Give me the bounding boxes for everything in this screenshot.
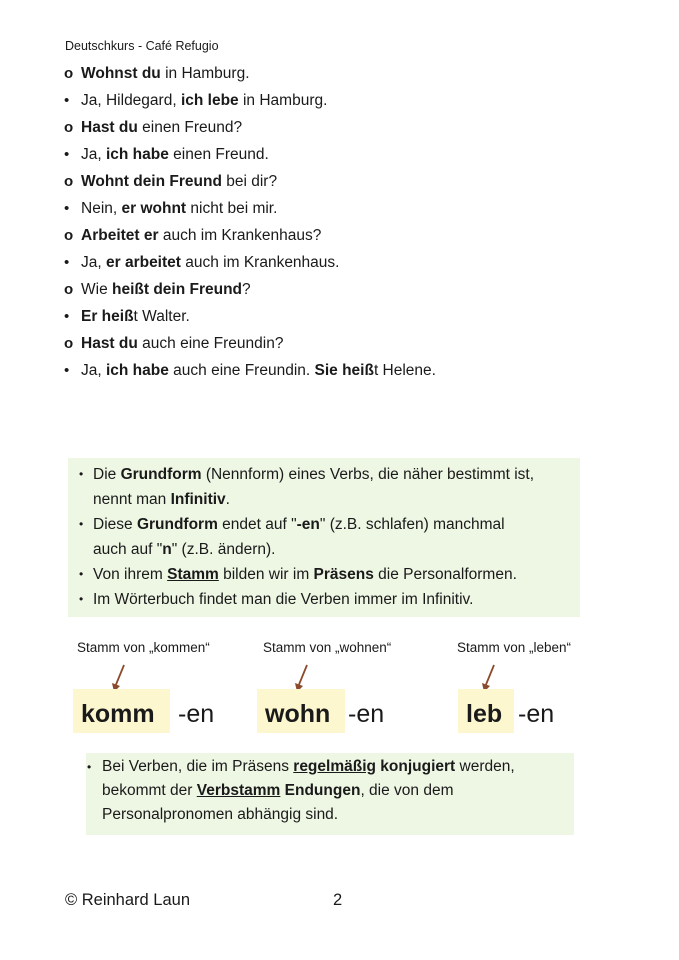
bullet-item [68, 462, 580, 512]
question-line [64, 279, 436, 306]
bold-text: Sie heiß [314, 362, 374, 379]
text-segment: nennt man [93, 491, 171, 508]
bold-text: -en [296, 516, 320, 533]
bold-text: ich lebe [180, 92, 239, 109]
text-segment: . [225, 491, 230, 508]
text-segment: Diese [93, 516, 137, 533]
bold-text: Endungen [284, 782, 361, 799]
bullet-item [86, 755, 574, 827]
text-segment: Wie [81, 281, 112, 298]
question-line [64, 63, 436, 90]
text-segment: auch auf " [93, 541, 163, 558]
question-line [64, 225, 436, 252]
stem-label: Stamm von „leben“ [457, 640, 572, 655]
document-header: Deutschkurs - Café Refugio [65, 39, 219, 53]
text-segment: t Walter. [133, 308, 190, 325]
text-segment: in Hamburg. [238, 92, 328, 109]
bold-text: n [162, 541, 172, 558]
text-segment: endet auf " [217, 516, 297, 533]
bullet-item [68, 562, 580, 587]
answer-line [64, 90, 436, 117]
text-segment: auch eine Freundin? [137, 335, 284, 352]
bold-text: Hast du [81, 335, 138, 352]
text-segment: auch eine Freundin. [168, 362, 315, 379]
bullet-icon: • [64, 308, 70, 325]
text-segment: (Nennform) eines Verbs, die näher bestimmt ist, [201, 466, 535, 483]
answer-line [64, 144, 436, 171]
question-line [64, 333, 436, 360]
bullet-icon: • [64, 200, 70, 217]
line-text [81, 360, 436, 387]
bold-text: er arbeitet [105, 254, 181, 271]
circle-bullet-icon: o [64, 173, 74, 190]
text-segment: Im Wörterbuch findet man die Verben immer im Infinitiv. [93, 591, 474, 608]
bold-text: regelmäßig [293, 758, 376, 775]
text-segment: ? [242, 281, 251, 298]
text-segment: in Hamburg. [160, 65, 250, 82]
text-segment: bekommt der [102, 782, 197, 799]
text-segment: einen Freund? [137, 119, 243, 136]
page-number: 2 [333, 891, 343, 909]
question-line [64, 117, 436, 144]
bold-text: Verbstamm [196, 782, 281, 799]
bold-text: Infinitiv [170, 491, 226, 508]
verb-stem: komm [73, 689, 170, 733]
text-segment: die Personalformen. [373, 566, 517, 583]
text-segment: t Helene. [373, 362, 436, 379]
text-segment: Die [93, 466, 121, 483]
infinitive-info-box [68, 458, 580, 617]
text-segment: Von ihrem [93, 566, 168, 583]
verb-ending: -en [178, 700, 215, 728]
answer-line [64, 360, 436, 387]
underlined-text [293, 758, 376, 775]
underlined-text [197, 782, 281, 799]
verb-stem: leb [458, 689, 514, 733]
verb-stem: wohn [257, 689, 345, 733]
bullet-icon: • [64, 146, 70, 163]
text-segment: Nein, [81, 200, 122, 217]
line-text [81, 144, 269, 171]
bold-text: ich habe [105, 146, 169, 163]
line-text [81, 225, 321, 252]
text-segment: , die von dem [360, 782, 454, 799]
bold-text: Präsens [313, 566, 374, 583]
verb-ending: -en [518, 700, 555, 728]
bullet-item [68, 512, 580, 562]
line-text [81, 63, 250, 90]
line-text [81, 117, 242, 144]
footer-author: © Reinhard Laun [65, 891, 190, 909]
bold-text: ich habe [105, 362, 169, 379]
text-segment: Ja, Hildegard, [81, 92, 181, 109]
stem-label: Stamm von „wohnen“ [263, 640, 392, 655]
verb-ending: -en [348, 700, 385, 728]
text-segment: Ja, [81, 362, 106, 379]
bullet-icon: • [64, 362, 70, 379]
bold-text: Hast du [81, 119, 138, 136]
bold-text: Wohnt dein Freund [81, 173, 222, 190]
line-text [81, 252, 339, 279]
answer-line [64, 198, 436, 225]
circle-bullet-icon: o [64, 65, 74, 82]
text-segment: bei dir? [221, 173, 278, 190]
bold-text: Stamm [167, 566, 219, 583]
text-segment: nicht bei mir. [186, 200, 278, 217]
line-text [81, 279, 251, 306]
text-segment: einen Freund. [168, 146, 269, 163]
circle-bullet-icon: o [64, 281, 74, 298]
bold-text: konjugiert [380, 758, 456, 775]
circle-bullet-icon: o [64, 227, 74, 244]
question-line [64, 171, 436, 198]
answer-line [64, 252, 436, 279]
bold-text: er wohnt [121, 200, 187, 217]
text-segment: Bei Verben, die im Präsens [102, 758, 294, 775]
dialogue [64, 63, 436, 387]
line-text [81, 198, 277, 225]
circle-bullet-icon: o [64, 119, 74, 136]
bold-text: Er heiß [81, 308, 134, 325]
answer-line [64, 306, 436, 333]
bold-text: Grundform [136, 516, 218, 533]
underlined-text [167, 566, 219, 583]
text-segment: auch im Krankenhaus. [180, 254, 340, 271]
text-segment: Personalpronomen abhängig sind. [102, 806, 339, 823]
text-segment: Ja, [81, 254, 106, 271]
conjugation-info-box [86, 753, 574, 835]
text-segment: werden, [455, 758, 515, 775]
line-text [81, 306, 190, 333]
line-text [81, 333, 283, 360]
bold-text: Wohnst du [81, 65, 161, 82]
text-segment: bilden wir im [218, 566, 314, 583]
circle-bullet-icon: o [64, 335, 74, 352]
stem-label: Stamm von „kommen“ [77, 640, 210, 655]
bold-text: Arbeitet er [81, 227, 159, 244]
bold-text: Grundform [120, 466, 202, 483]
bold-text: heißt dein Freund [112, 281, 243, 298]
text-segment: " (z.B. ändern). [171, 541, 276, 558]
text-segment: auch im Krankenhaus? [158, 227, 322, 244]
text-segment: Ja, [81, 146, 106, 163]
bullet-icon: • [64, 92, 70, 109]
bullet-icon: • [64, 254, 70, 271]
line-text [81, 171, 277, 198]
text-segment: " (z.B. schlafen) manchmal [319, 516, 505, 533]
bullet-item [68, 587, 580, 612]
line-text [81, 90, 327, 117]
